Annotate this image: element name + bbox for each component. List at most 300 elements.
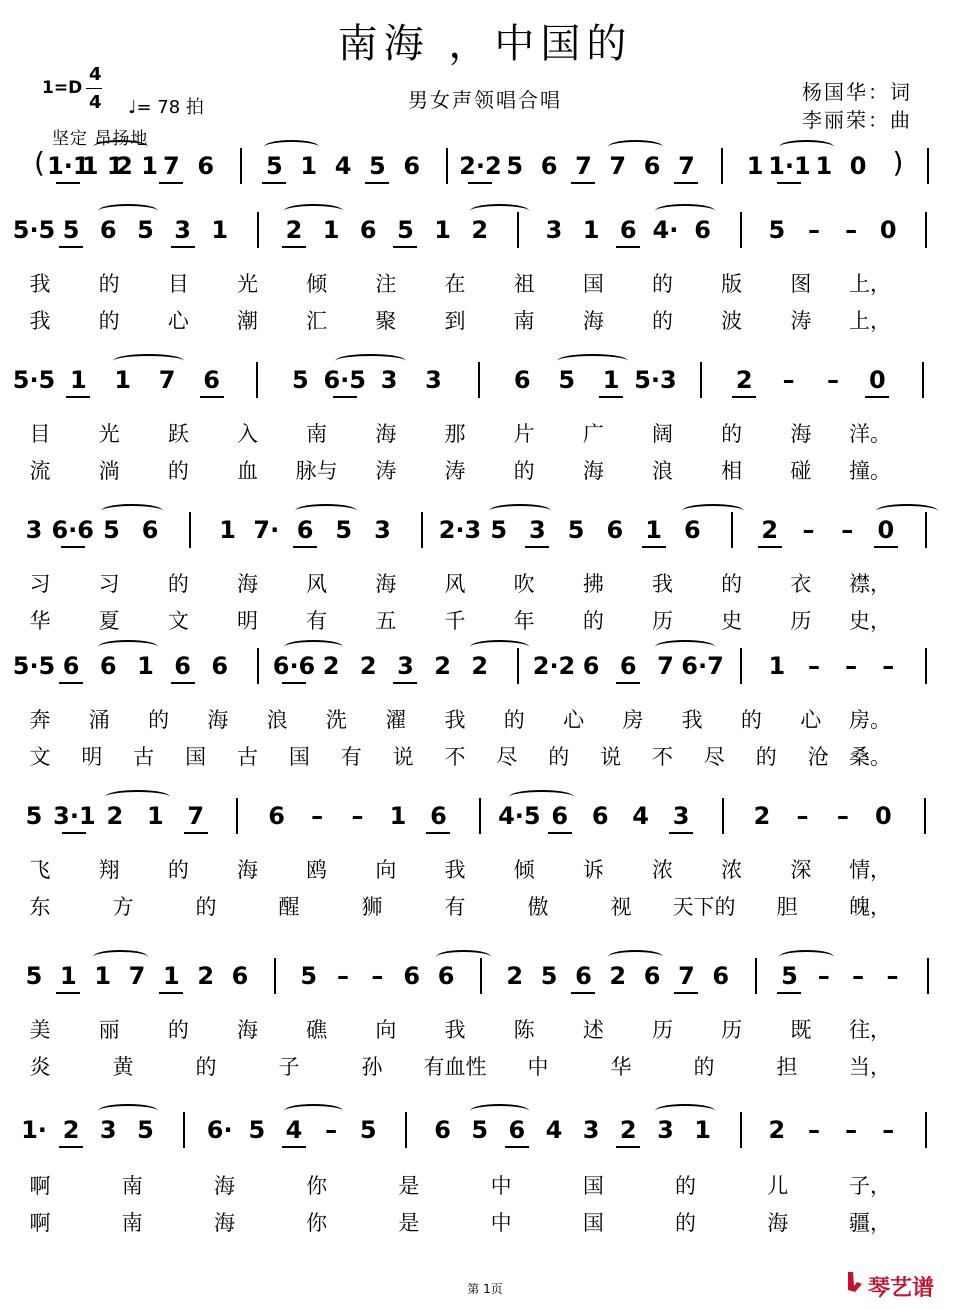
- note: 6·7: [681, 652, 724, 680]
- barline: [927, 958, 929, 994]
- lyric-syllable: 黄: [112, 1055, 134, 1079]
- note: 4·: [652, 216, 679, 244]
- beam-underline: [616, 1146, 640, 1148]
- lyric-syllable: 的: [148, 708, 170, 732]
- lyric-syllable: 有: [340, 745, 362, 769]
- lyric-syllable: 的: [675, 1174, 697, 1198]
- lyric-syllable: 撞。: [849, 459, 891, 483]
- lyric-syllable: 的: [582, 609, 604, 633]
- lyric-syllable: 吹: [513, 572, 535, 596]
- note: 4: [545, 1116, 563, 1144]
- lyric-syllable: 胆: [776, 895, 798, 919]
- lyric-syllable: 不: [652, 745, 673, 769]
- note: –: [836, 802, 849, 830]
- note: –: [845, 216, 858, 244]
- lyric-syllable: 中: [527, 1055, 549, 1079]
- lyric-syllable: 倾: [513, 858, 535, 882]
- note: 5: [369, 152, 386, 180]
- lyric-syllable: 片: [513, 422, 535, 446]
- note: 2 1: [116, 152, 158, 180]
- beam-underline: [674, 182, 698, 184]
- beam-underline: [616, 682, 640, 684]
- barline: [922, 362, 924, 398]
- lyric-syllable: 历: [790, 609, 812, 633]
- note: 5: [62, 216, 80, 244]
- lyric-syllable: 习: [98, 572, 120, 596]
- lyric-syllable: 南: [513, 309, 535, 333]
- note: 5: [506, 152, 524, 180]
- lyric-syllable: 往，: [849, 1018, 891, 1042]
- lyric-syllable: 风: [444, 572, 466, 596]
- beam-underline: [426, 832, 450, 834]
- note: 2: [197, 962, 215, 990]
- lyric-syllable: 海: [213, 1174, 235, 1198]
- beam-underline: [732, 396, 756, 398]
- note: 6: [99, 216, 117, 244]
- note: 1: [815, 152, 833, 180]
- note: 7: [678, 152, 695, 180]
- lyric-line-2: [30, 1207, 960, 1237]
- note: 1: [211, 216, 229, 244]
- beam-underline: [777, 992, 801, 994]
- note: 6: [712, 962, 730, 990]
- note: 6: [203, 366, 220, 394]
- note: 6·6: [51, 516, 94, 544]
- lyric-syllable: 五: [375, 609, 397, 633]
- lyric-syllable: 目: [29, 422, 51, 446]
- barline: [478, 362, 480, 398]
- slur: [682, 504, 744, 518]
- lyric-syllable: 波: [721, 309, 743, 333]
- beam-underline: [59, 1146, 83, 1148]
- lyric-line-1: [30, 1170, 960, 1200]
- note: 5: [768, 216, 786, 244]
- lyric-syllable: 的: [755, 745, 777, 769]
- note: 6·6: [272, 652, 316, 680]
- performance-type: 男女声领唱合唱: [408, 88, 562, 112]
- lyric-line-1: [30, 704, 960, 734]
- note: 7: [128, 962, 146, 990]
- lyric-syllable: 的: [721, 422, 743, 446]
- note: 7: [609, 152, 627, 180]
- beam-underline: [333, 396, 357, 398]
- expression-marking: 坚定 昂扬地: [52, 129, 149, 149]
- slur: [436, 950, 491, 964]
- note: 7: [575, 152, 592, 180]
- note: 5: [567, 516, 585, 544]
- lyric-syllable: 桑。: [849, 745, 891, 769]
- note: 6·5: [323, 366, 366, 394]
- note: 1: [219, 516, 236, 544]
- note: 6: [643, 962, 661, 990]
- note: 5: [103, 516, 120, 544]
- beam-underline: [62, 832, 86, 834]
- quarter-note-icon: ♩: [128, 97, 137, 118]
- note: –: [827, 366, 840, 394]
- note: 5: [266, 152, 283, 180]
- barline: [240, 148, 242, 184]
- lyric-syllable: 衣: [790, 572, 812, 596]
- barline: [257, 212, 259, 248]
- lyric-line-2: [30, 455, 960, 485]
- note: –: [845, 652, 858, 680]
- beam-underline: [159, 992, 183, 994]
- lyric-line-1: [30, 1014, 960, 1044]
- note: 3: [397, 652, 414, 680]
- barline: [925, 1112, 927, 1148]
- lyric-syllable: 风: [306, 572, 328, 596]
- beam-underline: [293, 546, 317, 548]
- note: 2: [471, 216, 489, 244]
- song-title: 南海 ，中国的: [337, 21, 633, 67]
- note: 1: [645, 516, 662, 544]
- lyric-syllable: 中: [490, 1174, 512, 1198]
- lyric-syllable: 明: [237, 609, 258, 633]
- lyric-syllable: 啊: [29, 1211, 51, 1235]
- note: 3: [99, 1116, 117, 1144]
- lyric-syllable: 广: [582, 422, 604, 446]
- barline: [183, 1112, 185, 1148]
- lyric-syllable: 傲: [527, 895, 549, 919]
- note: 1·: [21, 1116, 47, 1144]
- beam-underline: [642, 546, 666, 548]
- lyric-syllable: 子，: [849, 1174, 891, 1198]
- note: –: [802, 516, 815, 544]
- lyric-syllable: 夏: [98, 609, 120, 633]
- lyric-syllable: 的: [98, 272, 120, 296]
- lyric-syllable: 是: [398, 1211, 420, 1235]
- note: 6: [619, 652, 637, 680]
- lyric-syllable: 华: [610, 1055, 632, 1079]
- barline: [405, 1112, 407, 1148]
- lyric-syllable: 炎: [29, 1055, 51, 1079]
- note: 6: [582, 652, 600, 680]
- beam-underline: [66, 396, 90, 398]
- note: 6: [619, 216, 637, 244]
- note: 6: [268, 802, 286, 830]
- note: 1: [694, 1116, 711, 1144]
- barline: [731, 512, 733, 548]
- lyric-syllable: 国: [288, 745, 310, 769]
- note: 3: [545, 216, 563, 244]
- note: 5: [137, 1116, 154, 1144]
- beam-underline: [159, 182, 183, 184]
- lyric-syllable: 我: [444, 1018, 466, 1042]
- note: 2: [609, 962, 627, 990]
- beam-underline: [669, 832, 693, 834]
- lyric-syllable: 到: [444, 309, 466, 333]
- note: 6: [551, 802, 569, 830]
- lyric-syllable: 有血性: [423, 1055, 487, 1079]
- lyric-syllable: 海: [582, 459, 604, 483]
- lyric-syllable: 海: [237, 572, 258, 596]
- note: 3: [380, 366, 398, 394]
- lyric-syllable: 碰: [790, 459, 812, 483]
- lyric-line-1: [30, 418, 960, 448]
- note: –: [325, 1116, 338, 1144]
- lyric-syllable: 洗: [325, 708, 347, 732]
- note: 2: [619, 1116, 637, 1144]
- lyric-syllable: 汇: [306, 309, 328, 333]
- lyric-syllable: 说: [600, 745, 622, 769]
- lyric-syllable: 视: [610, 895, 632, 919]
- note: 2: [735, 366, 753, 394]
- note: 5: [558, 366, 576, 394]
- lyric-line-1: [30, 568, 960, 598]
- note: 3: [672, 802, 690, 830]
- note: 1: [322, 216, 340, 244]
- lyric-syllable: 东: [29, 895, 51, 919]
- slur: [876, 504, 938, 518]
- note: 2: [62, 1116, 80, 1144]
- lyric-syllable: 丽: [98, 1018, 120, 1042]
- note: 2: [285, 216, 303, 244]
- lyric-syllable: 心: [167, 309, 189, 333]
- note: 1: [162, 962, 180, 990]
- lyric-syllable: 的: [503, 708, 525, 732]
- barline: [925, 512, 927, 548]
- note: 7: [187, 802, 205, 830]
- note: 6: [694, 216, 711, 244]
- note: 6: [211, 652, 229, 680]
- beam-underline: [393, 246, 417, 248]
- note: 2: [753, 802, 771, 830]
- note: –: [808, 216, 820, 244]
- barline: [740, 648, 742, 684]
- note: 1: [746, 152, 764, 180]
- beam-underline: [874, 546, 898, 548]
- lyric-syllable: 房: [622, 708, 644, 732]
- lyric-syllable: 的: [721, 572, 743, 596]
- barline: [925, 212, 927, 248]
- repeat-paren: (: [34, 146, 45, 179]
- score-row: [0, 510, 970, 552]
- note: 6: [296, 516, 314, 544]
- note: 1: [389, 802, 407, 830]
- lyric-syllable: 上，: [849, 309, 891, 333]
- lyric-syllable: 不: [444, 745, 466, 769]
- barline: [927, 148, 929, 184]
- note: 1: [768, 652, 786, 680]
- lyric-syllable: 海: [237, 1018, 258, 1042]
- note: 5·5: [12, 652, 56, 680]
- note: –: [817, 962, 830, 990]
- barline: [257, 648, 259, 684]
- lyric-syllable: 海: [375, 572, 397, 596]
- lyric-syllable: 的: [693, 1055, 715, 1079]
- note: 5: [248, 1116, 266, 1144]
- note: –: [311, 802, 324, 830]
- lyric-syllable: 倾: [306, 272, 328, 296]
- lyric-syllable: 的: [167, 572, 189, 596]
- lyric-syllable: 既: [790, 1018, 812, 1042]
- note: 7: [678, 962, 695, 990]
- note: 2: [322, 652, 340, 680]
- lyric-syllable: 我: [29, 272, 51, 296]
- lyric-syllable: 文: [29, 745, 51, 769]
- note: 6: [174, 652, 191, 680]
- note: 2·3: [438, 516, 482, 544]
- beam-underline: [282, 1146, 306, 1148]
- note: –: [886, 962, 899, 990]
- note: 2: [768, 1116, 786, 1144]
- note: 6: [606, 516, 624, 544]
- barline: [517, 212, 519, 248]
- lyric-syllable: 涛: [790, 309, 812, 333]
- lyric-syllable: 子: [278, 1055, 300, 1079]
- time-signature-bottom: 4: [89, 92, 102, 113]
- beam-underline: [56, 992, 80, 994]
- note: 1: [602, 366, 620, 394]
- note: 0: [874, 802, 892, 830]
- note: 5: [335, 516, 353, 544]
- lyric-syllable: 浪: [652, 459, 673, 483]
- time-signature-top: 4: [89, 64, 102, 85]
- beam-underline: [262, 182, 286, 184]
- lyric-syllable: 天下的: [672, 895, 736, 919]
- note: 5·5: [12, 366, 56, 394]
- lyric-syllable: 史: [721, 609, 743, 633]
- beam-underline: [365, 182, 389, 184]
- lyric-line-2: [30, 891, 960, 921]
- beam-underline: [599, 396, 623, 398]
- note: 7: [657, 652, 674, 680]
- lyric-syllable: 祖: [513, 272, 535, 296]
- note: 6: [434, 1116, 451, 1144]
- lyric-syllable: 醒: [278, 895, 300, 919]
- lyric-syllable: 情，: [849, 858, 891, 882]
- lyric-syllable: 我: [652, 572, 673, 596]
- score-row: [0, 1110, 970, 1152]
- lyric-syllable: 光: [237, 272, 258, 296]
- lyric-syllable: 心: [800, 708, 822, 732]
- note: 6: [643, 152, 661, 180]
- note: 5: [397, 216, 414, 244]
- barline: [256, 362, 258, 398]
- note: –: [845, 1116, 858, 1144]
- beam-underline: [61, 546, 85, 548]
- note: 5: [540, 962, 558, 990]
- note: 1: [94, 962, 112, 990]
- lyric-syllable: 南: [121, 1211, 143, 1235]
- note: 6: [683, 516, 701, 544]
- note: 5: [490, 516, 508, 544]
- lyric-syllable: 潮: [237, 309, 258, 333]
- lyric-syllable: 心: [563, 708, 585, 732]
- barline: [722, 798, 724, 834]
- brand-name: 琴艺谱: [868, 1276, 935, 1301]
- lyric-syllable: 脉与: [295, 459, 338, 483]
- beam-underline: [616, 246, 640, 248]
- note: 3·1: [53, 802, 96, 830]
- lyric-syllable: 在: [444, 272, 466, 296]
- lyric-syllable: 图: [790, 272, 812, 296]
- note: –: [782, 366, 795, 394]
- slur: [470, 640, 529, 654]
- note: 5: [25, 962, 43, 990]
- lyric-syllable: 国: [582, 1174, 604, 1198]
- beam-underline: [393, 682, 417, 684]
- lyric-syllable: 浓: [652, 858, 673, 882]
- lyric-syllable: 有: [444, 895, 466, 919]
- barline: [755, 958, 757, 994]
- lyric-syllable: 中: [490, 1211, 512, 1235]
- note: 1: [146, 802, 164, 830]
- score-row: [0, 796, 970, 838]
- lyric-syllable: 房。: [849, 708, 891, 732]
- beam-underline: [758, 546, 782, 548]
- key-signature: 1=D: [42, 78, 83, 98]
- note: 6: [508, 1116, 526, 1144]
- lyric-syllable: 血: [237, 459, 258, 483]
- lyric-syllable: 跃: [167, 422, 189, 446]
- lyric-syllable: 襟，: [849, 572, 891, 596]
- lyric-syllable: 海: [582, 309, 604, 333]
- note: –: [337, 962, 350, 990]
- lyric-syllable: 历: [721, 1018, 743, 1042]
- note: 0: [879, 216, 897, 244]
- beam-underline: [548, 832, 572, 834]
- note: –: [796, 802, 809, 830]
- note: 6: [575, 962, 592, 990]
- note: 5·3: [634, 366, 677, 394]
- tempo-text: = 78 拍: [136, 97, 204, 118]
- barline: [924, 798, 926, 834]
- note: 1: [114, 366, 132, 394]
- lyric-syllable: 当，: [849, 1055, 891, 1079]
- lyric-syllable: 海: [237, 858, 258, 882]
- score-row: [0, 146, 970, 188]
- note: 2: [106, 802, 124, 830]
- lyric-syllable: 明: [81, 745, 103, 769]
- lyric-syllable: 的: [167, 858, 189, 882]
- lyric-syllable: 你: [306, 1174, 328, 1198]
- lyric-syllable: 光: [98, 422, 120, 446]
- beam-underline: [505, 1146, 529, 1148]
- lyric-syllable: 的: [513, 459, 535, 483]
- lyric-syllable: 拂: [582, 572, 604, 596]
- lyric-syllable: 古: [133, 745, 155, 769]
- lyric-syllable: 尽: [496, 745, 518, 769]
- note: 7: [158, 366, 176, 394]
- lyric-syllable: 有: [306, 609, 328, 633]
- lyric-syllable: 的: [740, 708, 762, 732]
- note: 0: [869, 366, 886, 394]
- note: 3: [25, 516, 43, 544]
- lyric-syllable: 向: [375, 858, 397, 882]
- note: 0: [849, 152, 867, 180]
- lyric-syllable: 史，: [849, 609, 891, 633]
- lyric-syllable: 千: [444, 609, 466, 633]
- lyric-line-1: [30, 854, 960, 884]
- lyric-syllable: 我: [444, 708, 466, 732]
- note: 5: [137, 216, 154, 244]
- note: 1: [70, 366, 87, 394]
- beam-underline: [56, 182, 80, 184]
- lyric-syllable: 的: [98, 309, 120, 333]
- note: –: [808, 1116, 820, 1144]
- note: 2·2: [459, 152, 502, 180]
- lyric-line-2: [30, 1051, 960, 1081]
- lyric-syllable: 古: [237, 745, 258, 769]
- lyric-syllable: 华: [29, 609, 51, 633]
- lyric-syllable: 流: [29, 459, 51, 483]
- note: 3: [374, 516, 391, 544]
- lyric-syllable: 翔: [98, 858, 120, 882]
- lyric-syllable: 礁: [306, 1018, 328, 1042]
- beam-underline: [184, 832, 208, 834]
- note: 6: [403, 152, 421, 180]
